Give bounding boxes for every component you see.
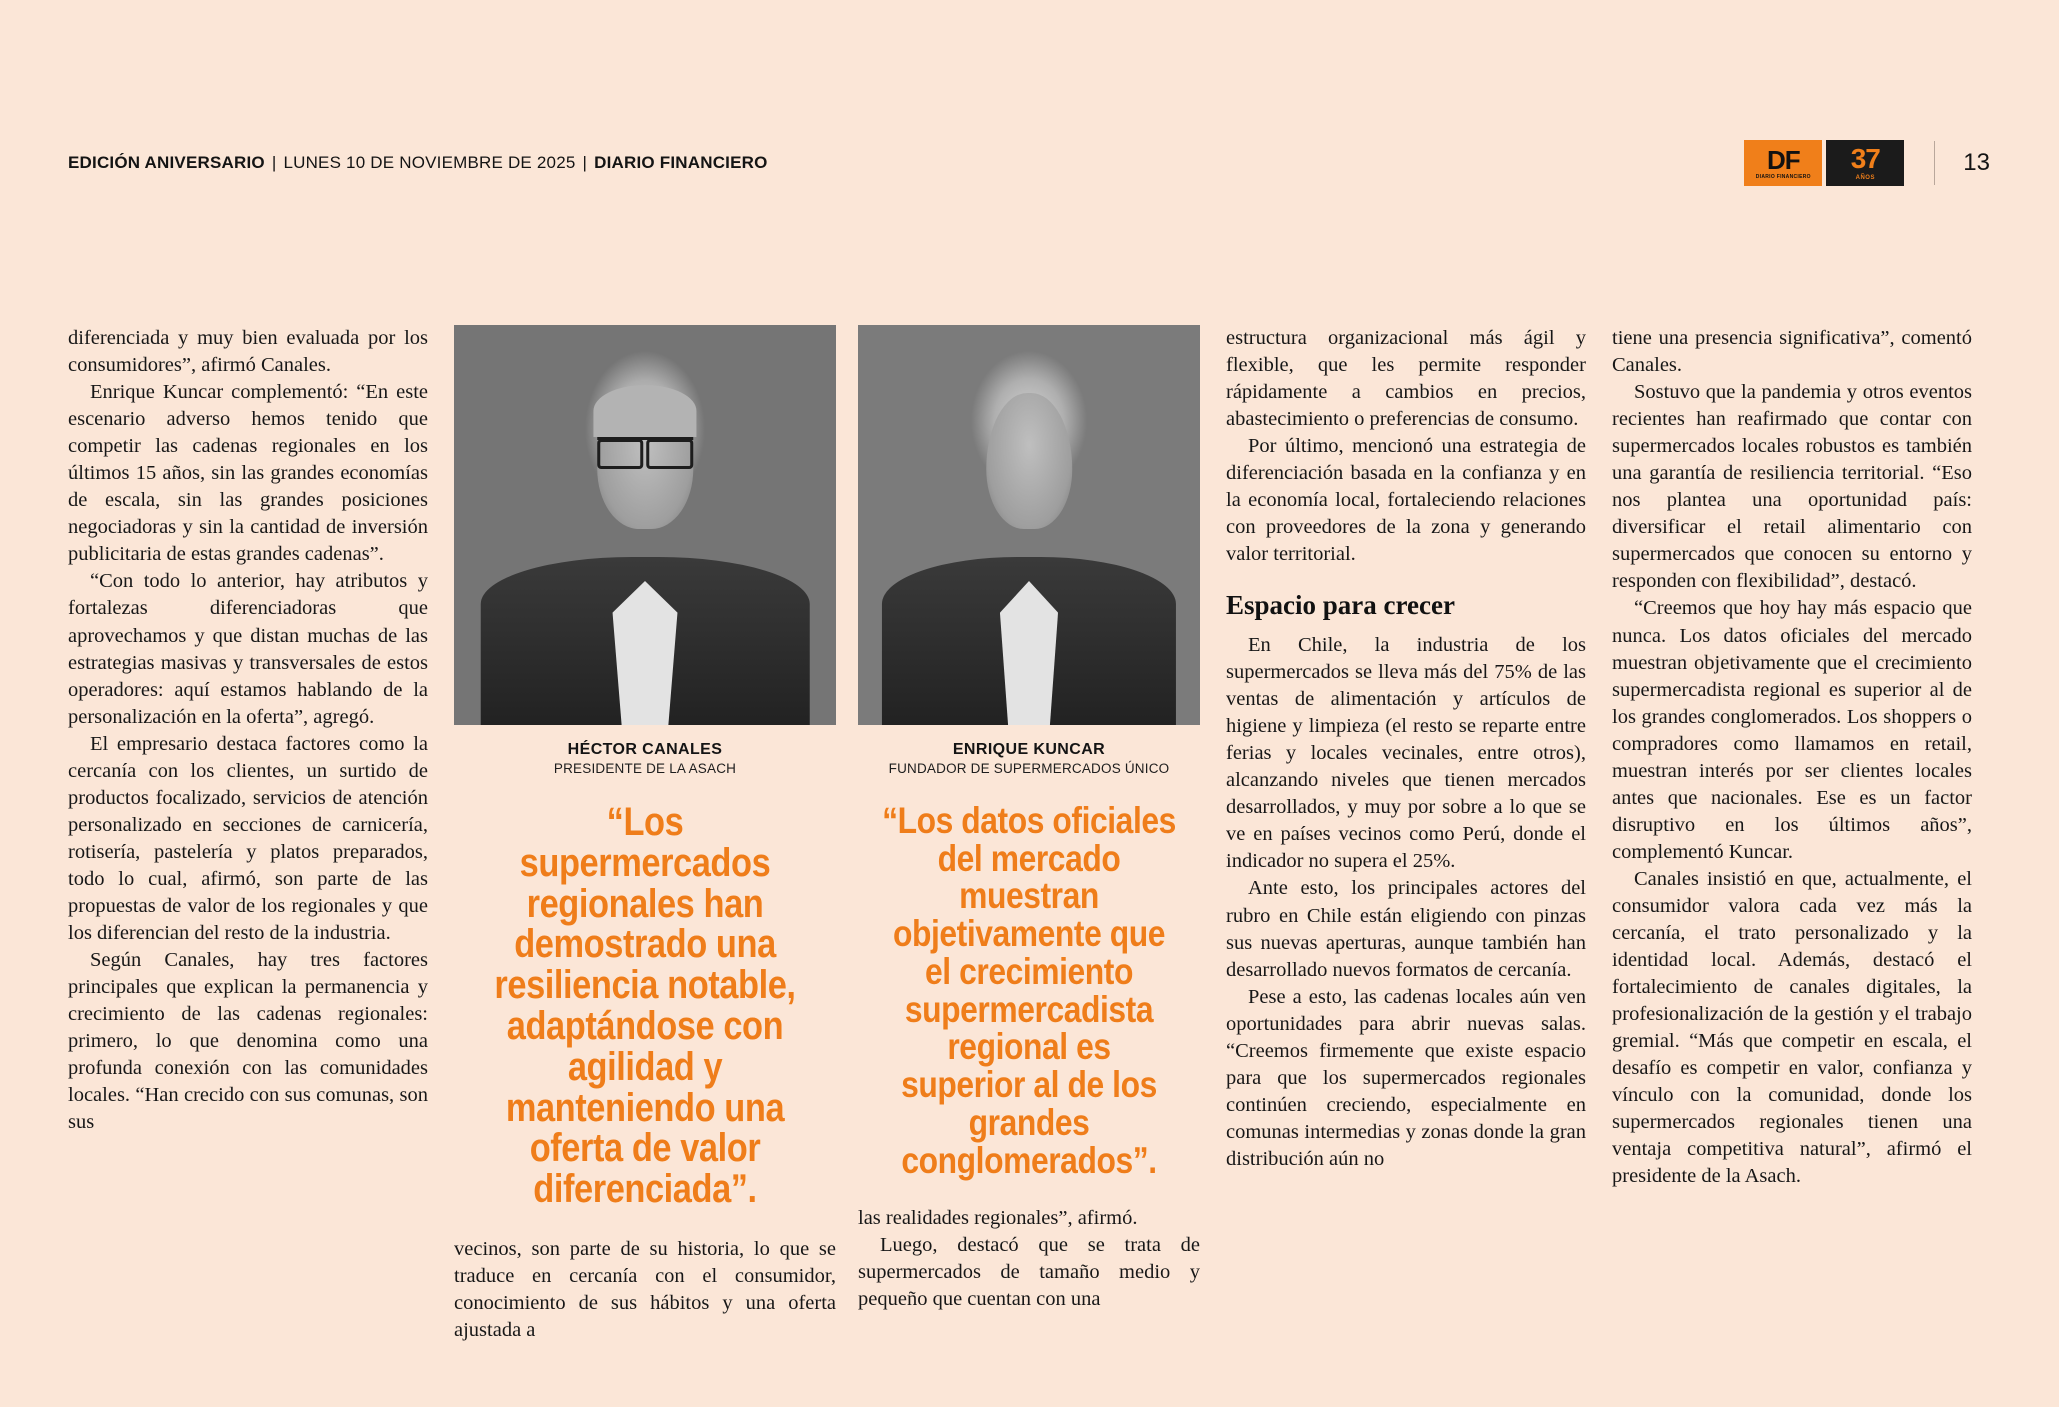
section-heading: Espacio para crecer	[1226, 590, 1455, 621]
caption-role: PRESIDENTE DE LA ASACH	[553, 761, 737, 777]
column-4	[1226, 325, 1586, 1344]
pull-quote: “Los supermercados regionales han demostrado una resiliencia notable, adaptándose con agilidad y manteniendo una oferta de valor diferenciada”.	[494, 799, 796, 1212]
column-2-body	[454, 1236, 836, 1344]
paragraph: “Creemos que hoy hay más espacio que nunca. Los datos oficiales del mercado muestran objetivamente que el crecimiento supermercadista regional es superior al de los grandes conglomerados. Los shoppers o compradores como llamamos en retail, muestran interés por ser clientes locales antes que nacionales. Ese es un factor disruptivo en los últimos años”, complementó Kuncar.	[1612, 597, 1972, 863]
paragraph: las realidades regionales”, afirmó.	[858, 1207, 1138, 1230]
anniversary-logo	[1826, 140, 1904, 186]
df-logo-text: DF	[1766, 144, 1800, 175]
pull-quote: “Los datos oficiales del mercado muestran objetivamente que el crecimiento supermercadista regional es superior al de los grandes conglomerados”.	[882, 799, 1176, 1181]
paragraph: Pese a esto, las cadenas locales aún ven oportunidades para abrir nuevas salas. “Creemos firmemente que existe espacio para que los supermercados regionales continúen creciendo, especialmente en comunas intermedias y zonas donde la gran distribución aún no	[1226, 985, 1586, 1170]
article-columns	[68, 325, 1990, 1344]
paragraph: tiene una presencia significativa”, comentó Canales.	[1612, 327, 1972, 377]
glasses-icon	[597, 437, 693, 460]
masthead	[68, 140, 1990, 186]
paragraph: Enrique Kuncar complementó: “En este escenario adverso hemos tenido que competir las cadenas regionales en los últimos 15 años, sin las grandes economías de escala, sin las grandes posiciones negociadoras y sin la cantidad de inversión publicitaria de estas grandes cadenas”.	[68, 381, 428, 566]
paragraph: vecinos, son parte de su historia, lo que se traduce en cercanía con el consumidor, conocimiento de sus hábitos y una oferta ajustada a	[454, 1237, 836, 1342]
column-3	[858, 325, 1200, 1344]
portrait-hector-canales	[454, 325, 836, 725]
portrait-enrique-kuncar	[858, 325, 1200, 725]
portrait-hair	[593, 385, 696, 437]
caption-name: ENRIQUE KUNCAR	[952, 741, 1106, 758]
paragraph: En Chile, la industria de los supermercados se lleva más del 75% de las ventas de alimentación y artículos de higiene y limpieza (el resto se reparte entre ferias y locales vecinales, entre otros), alcanzando niveles que tienen mercados desarrollados, y muy por sobre a lo que se ve en países vecinos como Perú, donde el indicador no supera el 25%.	[1226, 634, 1586, 873]
column-3-body	[858, 1205, 1200, 1313]
df-logo	[1744, 140, 1822, 186]
masthead-separator-1: |	[271, 153, 277, 172]
publication-name: DIARIO FINANCIERO	[594, 153, 768, 172]
paragraph: Según Canales, hay tres factores principales que explican la permanencia y crecimiento de las cadenas regionales: primero, lo que denomina como una profunda conexión con las comunidades locales. “Han crecido con sus comunas, son sus	[68, 949, 428, 1134]
anniversary-years: 37	[1850, 143, 1880, 174]
paragraph: Luego, destacó que se trata de supermercados de tamaño medio y pequeño que cuentan con una	[858, 1234, 1200, 1311]
column-5	[1612, 325, 1972, 1344]
paragraph: diferenciada y muy bien evaluada por los consumidores”, afirmó Canales.	[68, 327, 428, 377]
paragraph: Ante esto, los principales actores del rubro en Chile están eligiendo con pinzas sus nuevas aperturas, aunque también han desarrollado nuevos formatos de cercanía.	[1226, 877, 1586, 981]
masthead-separator-2: |	[582, 153, 588, 172]
edition-label: EDICIÓN ANIVERSARIO	[68, 153, 265, 172]
column-2	[454, 325, 836, 1344]
anniversary-years-label: AÑOS	[1855, 175, 1875, 181]
column-1	[68, 325, 428, 1344]
masthead-logos	[1744, 140, 1990, 186]
masthead-info	[68, 153, 768, 173]
paragraph: “Con todo lo anterior, hay atributos y fortalezas diferenciadoras que aprovechamos y que distan muchas de las estrategias masivas y transversales de estos operadores: aquí estamos hablando de la personalización en la oferta”, agregó.	[68, 570, 428, 728]
portrait-head	[986, 393, 1072, 529]
paragraph: Sostuvo que la pandemia y otros eventos recientes han reafirmado que contar con supermercados locales robustos es también una garantía de resiliencia territorial. “Eso nos plantea una oportunidad país: diversificar el retail alimentario con supermercados que conocen su entorno y responden con flexibilidad”, destacó.	[1612, 381, 1972, 593]
paragraph: estructura organizacional más ágil y flexible, que les permite responder rápidamente a cambios en precios, abastecimiento o preferencias de consumo.	[1226, 327, 1586, 431]
df-logo-subtext: DIARIO FINANCIERO	[1755, 173, 1811, 180]
page-number: 13	[1934, 141, 1990, 185]
caption-name: HÉCTOR CANALES	[567, 741, 723, 758]
paragraph: Por último, mencionó una estrategia de diferenciación basada en la confianza y en la economía local, fortaleciendo relaciones con proveedores de la zona y generando valor territorial.	[1226, 435, 1586, 566]
paragraph: El empresario destaca factores como la cercanía con los clientes, un surtido de productos focalizado, servicios de atención personalizado en secciones de carnicería, rotisería, pastelería y platos preparados, todo lo cual, afirmó, son parte de las propuestas de valor de los regionales y que los diferencian del resto de la industria.	[68, 732, 428, 945]
edition-date: LUNES 10 DE NOVIEMBRE DE 2025	[283, 153, 576, 172]
paragraph: Canales insistió en que, actualmente, el consumidor valora cada vez más la cercanía, el trato personalizado y la identidad local. Además, destacó el fortalecimiento de canales digitales, la profesionalización de la gestión y el trabajo gremial. “Más que competir en escala, el desafío es competir en valor, confianza y vínculo con la comunidad, donde los supermercados regionales tienen una ventaja competitiva natural”, afirmó el presidente de la Asach.	[1612, 867, 1972, 1188]
caption-role: FUNDADOR DE SUPERMERCADOS ÚNICO	[888, 761, 1170, 777]
